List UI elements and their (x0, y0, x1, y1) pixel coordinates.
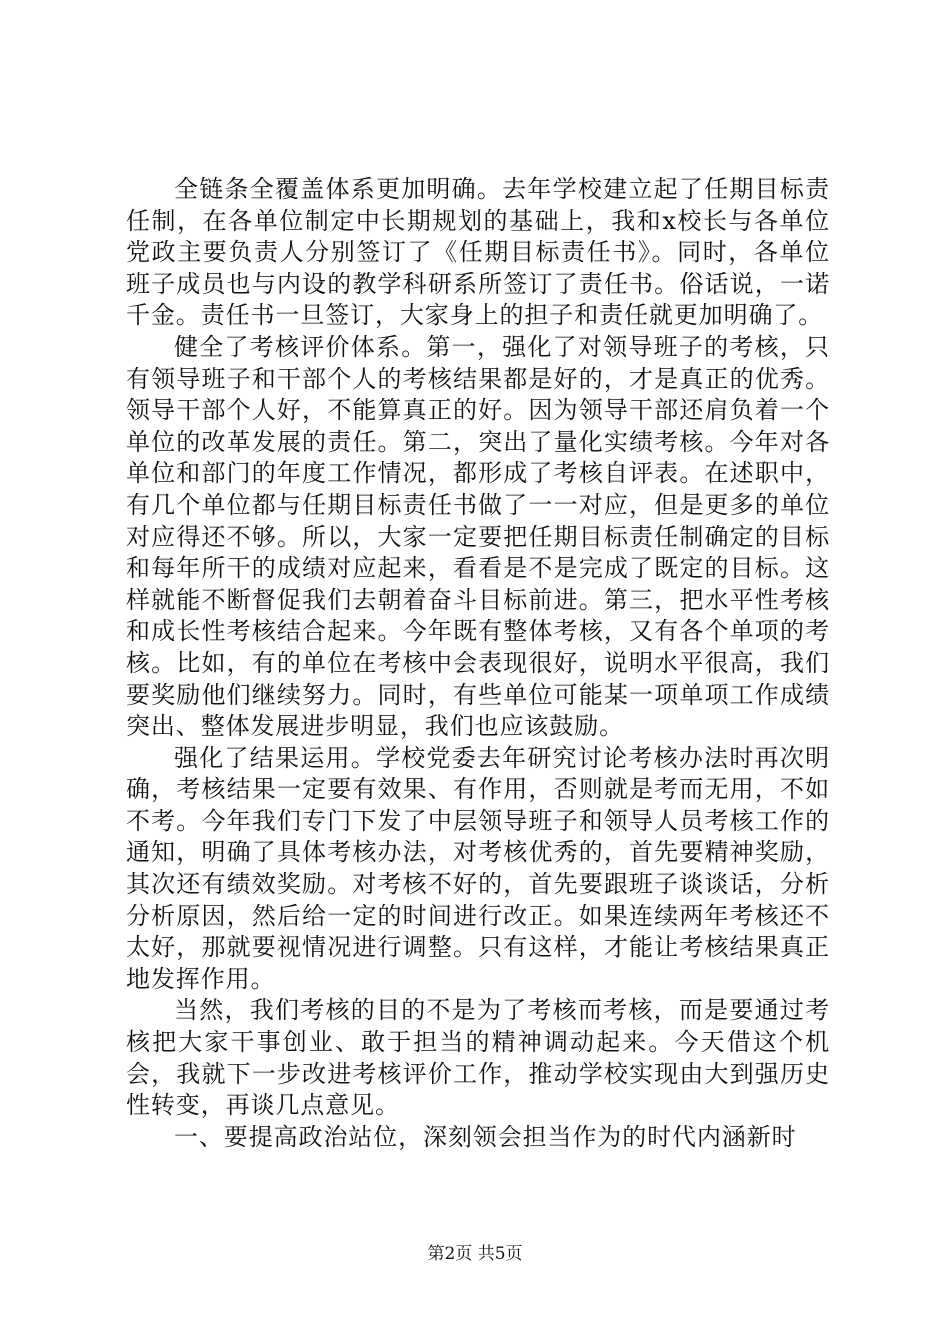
document-body (126, 174, 830, 1153)
paragraph-5: 一、要提高政治站位，深刻领会担当作为的时代内涵新时 (174, 1122, 797, 1151)
page-footer (0, 1243, 950, 1265)
page-number: 第2页 共5页 (427, 1244, 523, 1264)
paragraph-1: 全链条全覆盖体系更加明确。去年学校建立起了任期目标责任制，在各单位制定中长期规划的基础上，我和x校长与各单位党政主要负责人分别签订了《任期目标责任书》。同时，各单位班子成员也与内设的教学科研系所签订了责任书。俗话说，一诺千金。责任书一旦签订，大家身上的担子和责任就更加明确了。 (126, 175, 830, 330)
paragraph-4: 当然，我们考核的目的不是为了考核而考核，而是要通过考核把大家干事创业、敢于担当的精神调动起来。今天借这个机会，我就下一步改进考核评价工作，推动学校实现由大到强历史性转变，再谈几点意见。 (126, 996, 830, 1120)
paragraph-3: 强化了结果运用。学校党委去年研究讨论考核办法时再次明确，考核结果一定要有效果、有作用，否则就是考而无用，不如不考。今年我们专门下发了中层领导班子和领导人员考核工作的通知，明确了具体考核办法，对考核优秀的，首先要精神奖励，其次还有绩效奖励。对考核不好的，首先要跟班子谈谈话，分析分析原因，然后给一定的时间进行改正。如果连续两年考核还不太好，那就要视情况进行调整。只有这样，才能让考核结果真正地发挥作用。 (126, 743, 830, 993)
paragraph-2: 健全了考核评价体系。第一，强化了对领导班子的考核，只有领导班子和干部个人的考核结果都是好的，才是真正的优秀。领导干部个人好，不能算真正的好。因为领导干部还肩负着一个单位的改革发展的责任。第二，突出了量化实绩考核。今年对各单位和部门的年度工作情况，都形成了考核自评表。在述职中，有几个单位都与任期目标责任书做了一一对应，但是更多的单位对应得还不够。所以，大家一定要把任期目标责任制确定的目标和每年所干的成绩对应起来，看看是不是完成了既定的目标。这样就能不断督促我们去朝着奋斗目标前进。第三，把水平性考核和成长性考核结合起来。今年既有整体考核，又有各个单项的考核。比如，有的单位在考核中会表现很好，说明水平很高，我们要奖励他们继续努力。同时，有些单位可能某一项单项工作成绩突出、整体发展进步明显，我们也应该鼓励。 (126, 332, 830, 741)
